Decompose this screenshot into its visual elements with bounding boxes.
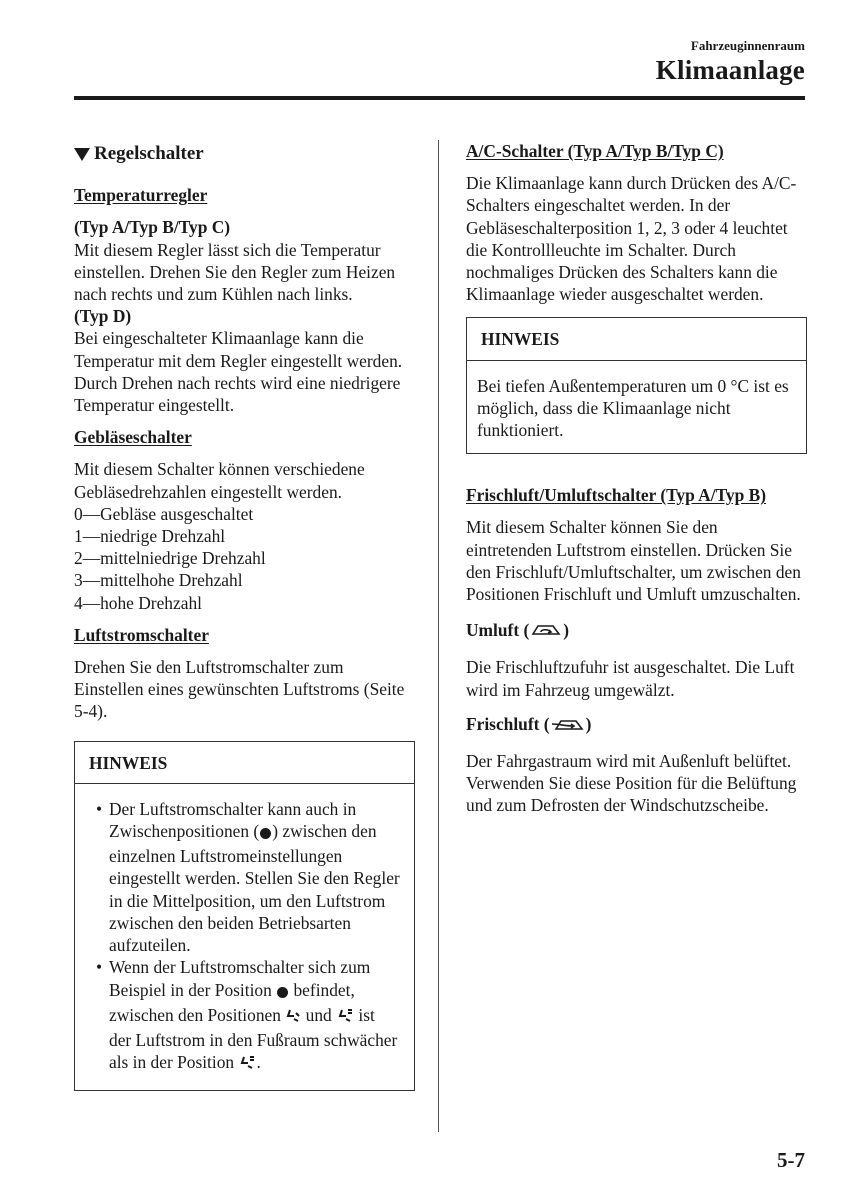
bullet-dot: • [95, 798, 103, 819]
page-number: 5-7 [777, 1148, 805, 1172]
chapter-title: Klimaanlage [655, 55, 805, 85]
fan-level: 2—mittelniedrige Drehzahl [74, 548, 266, 569]
umluft-label: Umluft ( ) [466, 619, 807, 644]
note-text: . [256, 1052, 261, 1073]
note-box [74, 741, 415, 1092]
fan-level: 1—niedrige Drehzahl [74, 526, 226, 547]
note-text: befindet, zwischen den Positionen [109, 979, 355, 1025]
note-bullet [89, 798, 400, 956]
section-heading-text: Regelschalter [94, 143, 204, 164]
bullet-dot: • [95, 957, 103, 978]
temperature-heading: Temperaturregler [74, 185, 208, 206]
recirc-heading: Frischluft/Umluftschalter (Typ A/Typ B) [466, 485, 766, 506]
fan-level: 3—mittelhohe Drehzahl [74, 570, 243, 591]
type-d-text: Bei eingeschalteter Klimaanlage kann die Temperatur mit dem Regler eingestellt werden. Durch Drehen nach rechts wird eine niedrigere Temperatur eingestellt. [74, 328, 403, 416]
frischluft-label: Frischluft ( ) [466, 713, 807, 738]
type-d-label: (Typ D) [74, 306, 132, 327]
temperature-block [74, 216, 415, 416]
header-rule [74, 96, 805, 100]
frischluft-text: Der Fahrgastraum wird mit Außenluft belüftet. Verwenden Sie diese Position für die Belüftung und zum Defrosten der Windschutzscheibe. [466, 751, 797, 816]
column-divider [438, 140, 439, 1132]
note-text: ) zwischen den einzelnen Luftstromeinstellungen eingestellt werden. Stellen Sie den Regler in die Mittelposition, um den Luftstrom zwischen den beiden Betriebsarten aufzuteilen. [109, 821, 400, 956]
note-box [466, 317, 807, 454]
floor-face-airflow-icon [336, 1007, 354, 1029]
note-title: HINWEIS [75, 742, 414, 784]
ac-text: Die Klimaanlage kann durch Drücken des A/C-Schalters eingeschaltet werden. In der Gebläseschalterposition 1, 2, 3 oder 4 leuchtet die Kontrollleuchte im Schalter. Durch nochmaliges Drücken des Schalters kann die Klimaanlage wieder ausgeschaltet werden. [466, 173, 797, 305]
floor-airflow-icon [285, 1007, 301, 1029]
floor-face-airflow-icon [238, 1054, 256, 1076]
fresh-air-icon [550, 715, 586, 738]
left-column [74, 140, 415, 1091]
umluft-text: Die Frischluftzufuhr ist ausgeschaltet. Die Luft wird im Fahrzeug umgewälzt. [466, 657, 795, 700]
note-body [75, 784, 414, 1090]
note-bullet [89, 956, 400, 1076]
note-text: Wenn der Luftstromschalter sich zum Beispiel in der Position [109, 957, 371, 1000]
type-abc-text: Mit diesem Regler lässt sich die Temperatur einstellen. Drehen Sie den Regler zum Heizen nach rechts und zum Kühlen nach links. [74, 239, 396, 305]
filled-circle-icon [259, 823, 272, 845]
recirculate-air-icon [529, 621, 563, 644]
fan-levels [74, 503, 415, 614]
recirc-text: Mit diesem Schalter können Sie den eintretenden Luftstrom einstellen. Drücken Sie den Frischluft/Umluftschalter, um zwischen den Positionen Frischluft und Umluft umzuschalten. [466, 517, 801, 605]
fan-level: 0—Gebläse ausgeschaltet [74, 503, 254, 524]
note-text: ist der Luftstrom in den Fußraum schwächer als in der Position [109, 1004, 398, 1073]
ac-heading: A/C-Schalter (Typ A/Typ B/Typ C) [466, 141, 724, 161]
note-title: HINWEIS [467, 318, 806, 360]
type-abc-label: (Typ A/Typ B/Typ C) [74, 217, 231, 238]
fan-intro: Mit diesem Schalter können verschiedene Gebläsedrehzahlen eingestellt werden. [74, 459, 365, 502]
fan-level: 4—hohe Drehzahl [74, 592, 202, 613]
note-text: Der Luftstromschalter kann auch in Zwischenpositionen ( [109, 798, 357, 842]
right-column [466, 140, 807, 817]
airflow-text: Drehen Sie den Luftstromschalter zum Einstellen eines gewünschten Luftstroms (Seite 5-4). [74, 657, 405, 722]
note-text: und [301, 1004, 337, 1025]
section-label: Fahrzeuginnenraum [690, 38, 805, 53]
section-heading [74, 143, 415, 165]
fan-heading: Gebläseschalter [74, 427, 192, 448]
triangle-marker-icon [74, 148, 90, 161]
airflow-heading: Luftstromschalter [74, 624, 209, 645]
note-text: Bei tiefen Außentemperaturen um 0 °C ist es möglich, dass die Klimaanlage nicht funktioniert. [477, 375, 789, 441]
filled-circle-icon [276, 982, 289, 1004]
